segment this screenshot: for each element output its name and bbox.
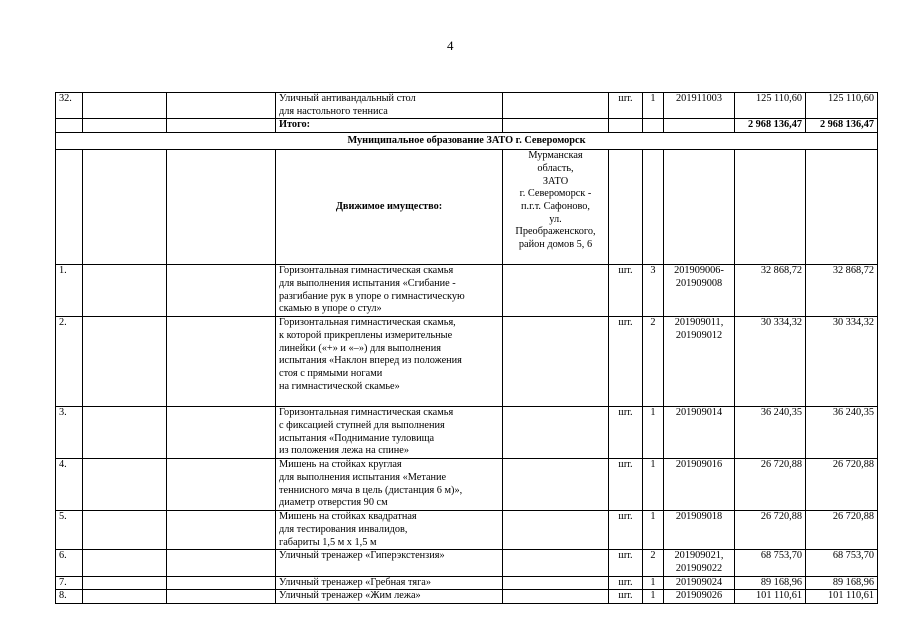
cell-empty	[503, 317, 609, 407]
inventory-number	[664, 317, 735, 407]
cell-empty	[735, 150, 806, 265]
line: линейки («+» и «–») для выполнения	[279, 342, 441, 354]
table-row	[56, 550, 878, 576]
cell-empty	[83, 407, 167, 459]
quantity: 1	[643, 459, 664, 511]
cell-empty	[664, 150, 735, 265]
cell-empty	[83, 265, 167, 317]
item-name	[276, 93, 503, 119]
item-name	[276, 459, 503, 511]
quantity: 1	[643, 407, 664, 459]
line: для выполнения испытания «Сгибание -	[279, 277, 456, 289]
line: к которой прикреплены измерительные	[279, 329, 453, 341]
total-price: 30 334,32	[806, 317, 878, 407]
line: 201909018	[675, 511, 723, 523]
cell-empty	[167, 590, 276, 604]
cell-empty	[503, 576, 609, 590]
cell-empty	[83, 590, 167, 604]
item-name	[276, 511, 503, 550]
total-price: 32 868,72	[806, 265, 878, 317]
row-number: 7.	[56, 576, 83, 590]
cell-empty	[609, 119, 643, 133]
inventory-number	[664, 407, 735, 459]
total-price: 26 720,88	[806, 459, 878, 511]
line: 201909024	[675, 576, 723, 588]
inventory-number	[664, 459, 735, 511]
line: для настольного тенниса	[279, 105, 388, 117]
line: Горизонтальная гимнастическая скамья	[279, 407, 454, 419]
inventory-number	[664, 93, 735, 119]
line: для выполнения испытания «Метание	[279, 471, 447, 483]
total-price: 125 110,60	[806, 93, 878, 119]
unit: шт.	[609, 407, 643, 459]
section-title: Муниципальное образование ЗАТО г. Североморск	[56, 133, 878, 150]
unit: шт.	[609, 459, 643, 511]
unit: шт.	[609, 265, 643, 317]
total-price: 36 240,35	[806, 407, 878, 459]
cell-empty	[806, 150, 878, 265]
unit-price: 125 110,60	[735, 93, 806, 119]
line: Уличный тренажер «Гиперэкстензия»	[279, 550, 445, 562]
line: 201909006-	[674, 265, 724, 277]
line: область,	[537, 162, 574, 174]
unit: шт.	[609, 590, 643, 604]
inventory-number	[664, 265, 735, 317]
line: диаметр отверстия 90 см	[279, 497, 388, 509]
cell-empty	[83, 93, 167, 119]
line: Уличный тренажер «Жим лежа»	[279, 590, 421, 602]
row-number: 1.	[56, 265, 83, 317]
cell-empty	[503, 550, 609, 576]
item-name	[276, 407, 503, 459]
page-number: 4	[447, 38, 454, 53]
line: с фиксацией ступней для выполнения	[279, 419, 445, 431]
unit: шт.	[609, 511, 643, 550]
line: Мишень на стойках квадратная	[279, 511, 417, 523]
quantity: 1	[643, 93, 664, 119]
cell-empty	[167, 511, 276, 550]
unit-price: 101 110,61	[735, 590, 806, 604]
item-name	[276, 317, 503, 407]
item-name	[276, 590, 503, 604]
line: 201909008	[675, 277, 723, 289]
cell-empty	[167, 459, 276, 511]
cell-empty	[167, 265, 276, 317]
line: 201909011,	[674, 317, 724, 329]
cell-empty	[167, 119, 276, 133]
line: Мишень на стойках круглая	[279, 459, 402, 471]
cell-empty	[664, 119, 735, 133]
quantity: 3	[643, 265, 664, 317]
line: стоя с прямыми ногами	[279, 367, 383, 379]
subtotal-total: 2 968 136,47	[806, 119, 878, 133]
table-row	[56, 265, 878, 317]
movable-header-row	[56, 150, 878, 265]
line: Горизонтальная гимнастическая скамья	[279, 265, 454, 277]
row-number: 5.	[56, 511, 83, 550]
cell-empty	[503, 265, 609, 317]
quantity: 2	[643, 317, 664, 407]
unit-price: 36 240,35	[735, 407, 806, 459]
quantity: 1	[643, 576, 664, 590]
quantity: 1	[643, 511, 664, 550]
cell-empty	[83, 511, 167, 550]
cell-empty	[83, 317, 167, 407]
unit-price: 26 720,88	[735, 511, 806, 550]
line: 201909022	[675, 562, 723, 574]
line: разгибание рук в упоре о гимнастическую	[279, 290, 465, 302]
subtotal-row	[56, 119, 878, 133]
cell-empty	[503, 407, 609, 459]
line: 201911003	[676, 93, 722, 104]
table-row	[56, 590, 878, 604]
line: ЗАТО	[542, 175, 569, 187]
address-cell	[503, 150, 609, 265]
row-number: 4.	[56, 459, 83, 511]
line: 201909026	[675, 590, 723, 602]
row-number: 3.	[56, 407, 83, 459]
cell-empty	[503, 590, 609, 604]
cell-empty	[643, 150, 664, 265]
row-number: 2.	[56, 317, 83, 407]
row-number: 6.	[56, 550, 83, 576]
cell-empty	[83, 119, 167, 133]
cell-empty	[83, 550, 167, 576]
cell-empty	[167, 576, 276, 590]
subtotal-price: 2 968 136,47	[735, 119, 806, 133]
line: для тестирования инвалидов,	[279, 523, 408, 535]
line: теннисного мяча в цель (дистанция 6 м)»,	[279, 484, 463, 496]
line: Мурманская	[528, 150, 583, 162]
quantity: 2	[643, 550, 664, 576]
cell-empty	[643, 119, 664, 133]
movable-label: Движимое имущество:	[276, 150, 503, 265]
cell-empty	[83, 150, 167, 265]
unit: шт.	[609, 317, 643, 407]
unit-price: 26 720,88	[735, 459, 806, 511]
item-name	[276, 550, 503, 576]
line: г. Североморск -	[519, 188, 592, 200]
line: Горизонтальная гимнастическая скамья,	[279, 317, 456, 329]
cell-empty	[503, 459, 609, 511]
cell-empty	[167, 150, 276, 265]
unit: шт.	[609, 550, 643, 576]
quantity: 1	[643, 590, 664, 604]
cell-empty	[56, 150, 83, 265]
total-price: 26 720,88	[806, 511, 878, 550]
line: на гимнастической скамье»	[279, 380, 400, 392]
unit-price: 68 753,70	[735, 550, 806, 576]
total-price: 68 753,70	[806, 550, 878, 576]
unit: шт.	[609, 93, 643, 119]
line: Преображенского,	[515, 226, 596, 238]
line: Уличный тренажер «Гребная тяга»	[279, 576, 432, 588]
inventory-number	[664, 511, 735, 550]
unit: шт.	[609, 576, 643, 590]
table-row	[56, 407, 878, 459]
item-name	[276, 265, 503, 317]
inventory-number	[664, 550, 735, 576]
line: ул.	[549, 213, 562, 225]
cell-empty	[167, 317, 276, 407]
total-price: 101 110,61	[806, 590, 878, 604]
cell-empty	[503, 119, 609, 133]
cell-empty	[167, 93, 276, 119]
line: район домов 5, 6	[518, 239, 593, 251]
section-row	[56, 133, 878, 150]
inventory-number	[664, 576, 735, 590]
inventory-number	[664, 590, 735, 604]
unit-price: 30 334,32	[735, 317, 806, 407]
cell-empty	[167, 407, 276, 459]
line: испытания «Наклон вперед из положения	[279, 355, 462, 367]
table-row	[56, 576, 878, 590]
line: 201909016	[675, 459, 723, 471]
table-row	[56, 93, 878, 119]
line: скамью в упоре о стул»	[279, 303, 382, 315]
cell-empty	[83, 459, 167, 511]
line: испытания «Поднимание туловища	[279, 432, 435, 444]
table-row	[56, 511, 878, 550]
line: п.г.т. Сафоново,	[520, 200, 591, 212]
line: габариты 1,5 м х 1,5 м	[279, 536, 377, 548]
row-number: 32.	[56, 93, 83, 119]
cell-empty	[503, 511, 609, 550]
line: Уличный антивандальный стол	[279, 93, 416, 104]
table-row	[56, 317, 878, 407]
line: 201909012	[675, 329, 723, 341]
cell-empty	[609, 150, 643, 265]
unit-price: 32 868,72	[735, 265, 806, 317]
line: 201909021,	[674, 550, 724, 562]
unit-price: 89 168,96	[735, 576, 806, 590]
line: из положения лежа на спине»	[279, 445, 410, 457]
subtotal-label: Итого:	[276, 119, 503, 133]
property-table	[55, 92, 878, 604]
cell-empty	[83, 576, 167, 590]
row-number: 8.	[56, 590, 83, 604]
line: 201909014	[675, 407, 723, 419]
item-name	[276, 576, 503, 590]
table-row	[56, 459, 878, 511]
cell-empty	[167, 550, 276, 576]
cell-empty	[503, 93, 609, 119]
cell-empty	[56, 119, 83, 133]
total-price: 89 168,96	[806, 576, 878, 590]
